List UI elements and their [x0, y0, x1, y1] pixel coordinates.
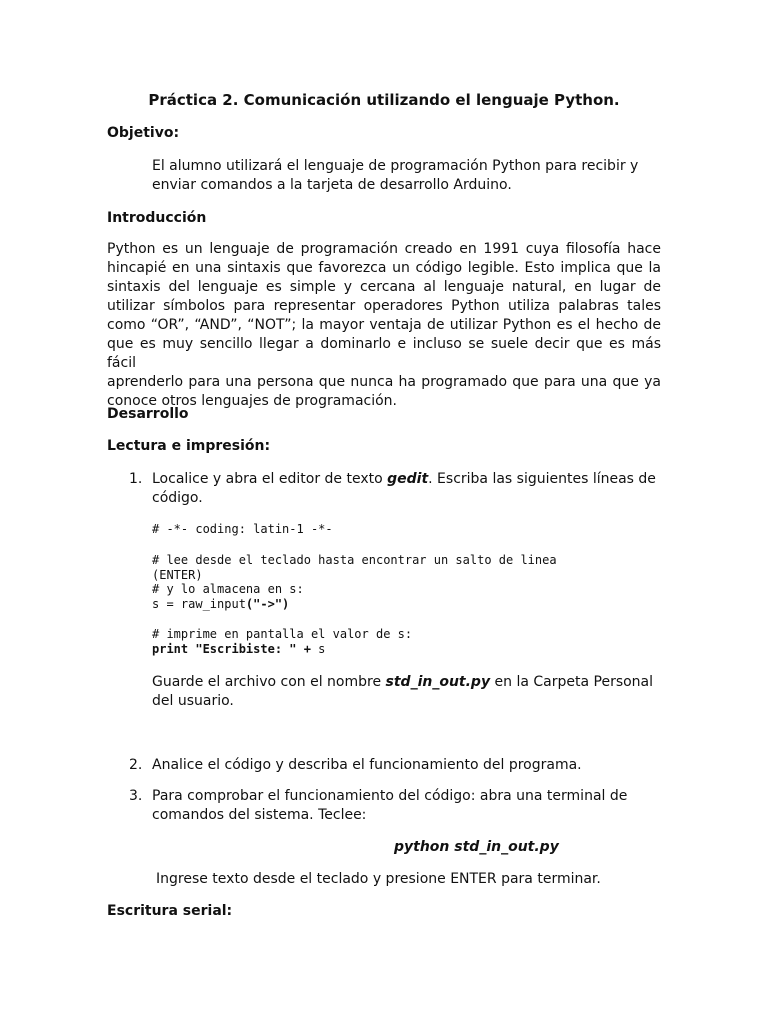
step-2-number: 2. — [129, 757, 143, 773]
step-1-text-post: . Escriba las siguientes líneas de — [428, 471, 656, 487]
intro-line: conoce otros lenguajes de programación. — [107, 393, 398, 409]
heading-introduccion: Introducción — [107, 210, 207, 226]
code-line: # -*- coding: latin-1 -*- — [152, 522, 333, 536]
objetivo-paragraph — [152, 157, 672, 195]
ingrese-text: Ingrese texto desde el teclado y presione ENTER para terminar. — [156, 871, 601, 887]
introduccion-paragraph — [107, 240, 661, 411]
guarde-pre: Guarde el archivo con el nombre — [152, 674, 386, 690]
intro-line: que es muy sencillo llegar a dominarlo e incluso se suele decir que es más fácil — [107, 336, 661, 371]
code-line — [152, 597, 289, 612]
guarde-paragraph — [152, 673, 672, 711]
code-line: # lee desde el teclado hasta encontrar un salto de linea — [152, 553, 557, 567]
step-1-line2: código. — [152, 490, 203, 506]
step-3-line2: comandos del sistema. Teclee: — [152, 807, 367, 823]
intro-line: aprenderlo para una persona que nunca ha programado que para una que ya — [107, 374, 661, 390]
intro-line: Python es un lenguaje de programación creado en 1991 cuya filosofía hace — [107, 241, 661, 257]
step-3-line1: Para comprobar el funcionamiento del código: abra una terminal de — [152, 788, 628, 804]
gedit-name: gedit — [387, 471, 429, 487]
code-print: print "Escribiste: " + — [152, 642, 319, 656]
heading-objetivo: Objetivo: — [107, 125, 180, 141]
code-print-var: s — [318, 642, 326, 656]
code-s-assign: s = raw_input — [152, 597, 246, 611]
intro-line: utilizar símbolos para representar operadores Python utiliza palabras tales — [107, 298, 661, 314]
code-line — [152, 642, 325, 657]
objetivo-line: El alumno utilizará el lenguaje de programación Python para recibir y — [152, 158, 639, 174]
filename: std_in_out.py — [385, 674, 491, 690]
heading-desarrollo: Desarrollo — [107, 406, 189, 422]
intro-line: hincapié en una sintaxis que favorezca un código legible. Esto implica que la — [107, 260, 661, 276]
code-raw-input-arg: ("->") — [245, 597, 290, 611]
command-text: python std_in_out.py — [394, 839, 559, 855]
guarde-post: en la Carpeta Personal — [490, 674, 654, 690]
objetivo-line: enviar comandos a la tarjeta de desarrollo Arduino. — [152, 177, 512, 193]
code-line: # y lo almacena en s: — [152, 582, 304, 596]
intro-line: sintaxis del lenguaje es simple y cercana al lenguaje natural, en lugar de — [107, 279, 661, 295]
page-title: Práctica 2. Comunicación utilizando el lenguaje Python. — [148, 91, 620, 109]
heading-escritura: Escritura serial: — [107, 903, 233, 919]
step-2-text: Analice el código y describa el funcionamiento del programa. — [152, 757, 582, 773]
step-3-text — [152, 787, 672, 825]
intro-line: como “OR”, “AND”, “NOT”; la mayor ventaja de utilizar Python es el hecho de — [107, 317, 661, 333]
heading-lectura: Lectura e impresión: — [107, 438, 271, 454]
guarde-line2: del usuario. — [152, 693, 234, 709]
step-3-number: 3. — [129, 788, 143, 804]
step-1-text-pre: Localice y abra el editor de texto — [152, 471, 388, 487]
step-1-number: 1. — [129, 471, 143, 487]
code-line: # imprime en pantalla el valor de s: — [152, 627, 413, 641]
step-1-text — [152, 470, 672, 508]
code-line: (ENTER) — [152, 568, 203, 582]
